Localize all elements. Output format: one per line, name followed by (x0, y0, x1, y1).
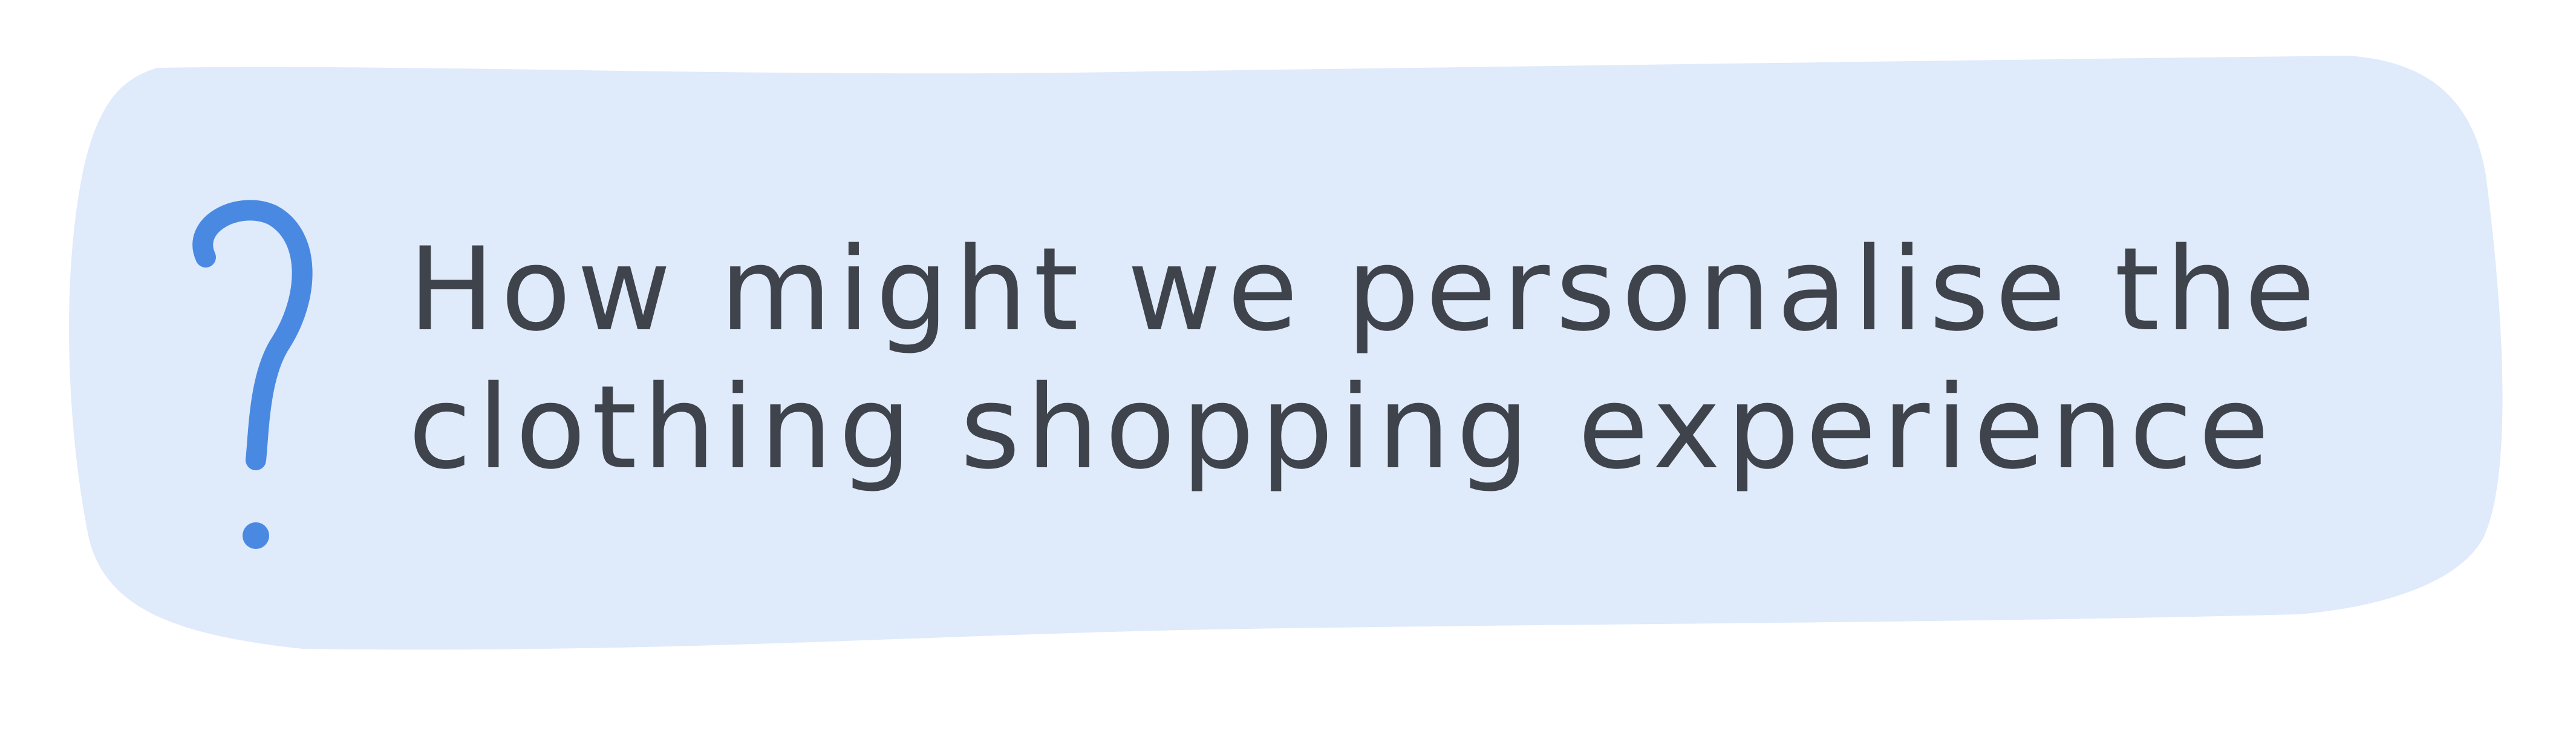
question-mark-icon (151, 182, 333, 575)
question-text: How might we personalise the clothing shopping experience (408, 223, 2321, 494)
